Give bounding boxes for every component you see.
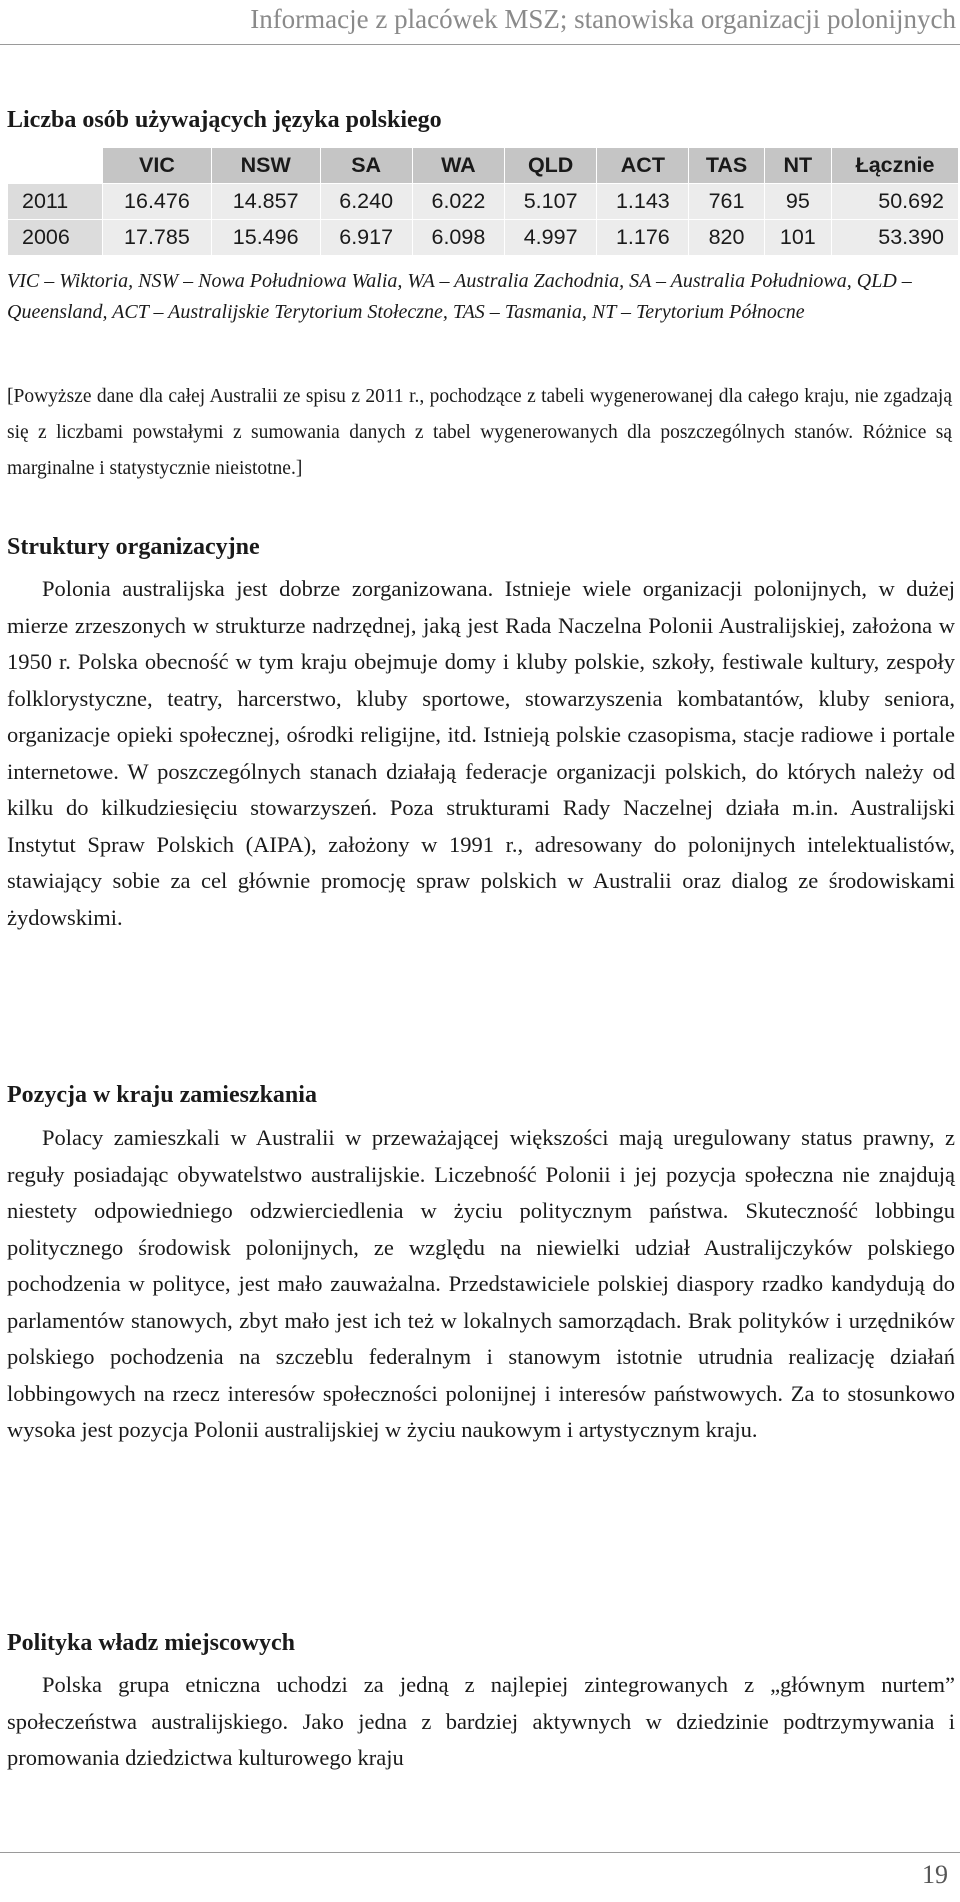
column-header: QLD — [505, 148, 597, 184]
table-row — [8, 220, 959, 256]
table-cell: 4.997 — [505, 220, 597, 256]
paragraph-polityka: Polska grupa etniczna uchodzi za jedną z najlepiej zintegrowanych z „głównym nurtem” społeczeństwa australijskiego. Jako jedna z bardziej aktywnych w dziedzinie podtrzymywania i promowania dziedzictwa kulturowego kraju — [7, 1672, 955, 1770]
section-title-pozycja: Pozycja w kraju zamieszkania — [7, 1082, 317, 1108]
section-title-liczba: Liczba osób używających języka polskiego — [7, 107, 442, 133]
table-legend: VIC – Wiktoria, NSW – Nowa Południowa Walia, WA – Australia Zachodnia, SA – Australia Południowa, QLD – Queensland, ACT – Australijskie Terytorium Stołeczne, TAS – Tasmania, NT – Terytorium Północne — [7, 270, 912, 323]
section-title-struktury: Struktury organizacyjne — [7, 534, 260, 560]
table-cell-total: 50.692 — [832, 184, 959, 220]
table-note: [Powyższe dane dla całej Australii ze spisu z 2011 r., pochodzące z tabeli wygenerowanej dla całego kraju, nie zgadzają się z liczbami powstałymi z sumowania danych z tabel wygenerowanych dla poszczególnych stanów. Różnice są marginalne i statystycznie nieistotne.] — [7, 386, 952, 479]
table-cell: 15.496 — [211, 220, 320, 256]
paragraph-pozycja: Polacy zamieszkali w Australii w przeważającej większości mają uregulowany status prawny, z reguły posiadając obywatelstwo australijskie. Liczebność Polonii i jej pozycja społeczna nie znajdują niestety odpowiedniego odzwierciedlenia w życiu politycznym państwa. Skuteczność lobbingu politycznego środowisk polonijnych, ze względu na niewielki udział Australijczyków polskiego pochodzenia w polityce, jest mało zauważalna. Przedstawiciele polskiej diaspory rzadko kandydują do parlamentów stanowych, zbyt mało jest ich też w lokalnych samorządach. Brak polityków i urzędników polskiego pochodzenia na szczeblu federalnym i stanowym istotnie utrudnia realizację działań lobbingowych na rzecz interesów społeczności polonijnej i interesów państwowych. Za to stosunkowo wysoka jest pozycja Polonii australijskiej w życiu naukowym i artystycznym kraju. — [7, 1125, 955, 1442]
table-corner-cell — [8, 148, 103, 184]
table-cell: 1.176 — [597, 220, 689, 256]
column-header: ACT — [597, 148, 689, 184]
table-cell: 17.785 — [103, 220, 212, 256]
row-year: 2006 — [8, 220, 103, 256]
table-cell: 6.917 — [320, 220, 412, 256]
table-cell: 101 — [764, 220, 831, 256]
table-cell: 6.022 — [412, 184, 504, 220]
running-header-text: Informacje z placówek MSZ; stanowiska organizacji polonijnych — [250, 4, 956, 34]
table-cell: 16.476 — [103, 184, 212, 220]
table-cell: 5.107 — [505, 184, 597, 220]
table-cell: 14.857 — [211, 184, 320, 220]
column-header: Łącznie — [832, 148, 959, 184]
column-header: TAS — [689, 148, 764, 184]
footer-rule — [0, 1852, 960, 1853]
column-header: NT — [764, 148, 831, 184]
table-cell-total: 53.390 — [832, 220, 959, 256]
running-header — [0, 0, 960, 45]
column-header: SA — [320, 148, 412, 184]
table-cell: 95 — [764, 184, 831, 220]
paragraph-struktury: Polonia australijska jest dobrze zorganizowana. Istnieje wiele organizacji polonijnych, w dużej mierze zrzeszonych w strukturze nadrzędnej, jaką jest Rada Naczelna Polonii Australijskiej, założona w 1950 r. Polska obecność w tym kraju obejmuje domy i kluby polskie, szkoły, festiwale kultury, zespoły folklorystyczne, teatry, harcerstwo, kluby sportowe, stowarzyszenia kombatantów, kluby seniora, organizacje opieki społecznej, ośrodki religijne, itd. Istnieją polskie czasopisma, stacje radiowe i portale internetowe. W poszczególnych stanach działają federacje organizacji polskich, do których należy od kilku do kilkudziesięciu stowarzyszeń. Poza strukturami Rady Naczelnej działa m.in. Australijski Instytut Spraw Polskich (AIPA), założony w 1991 r., adresowany do polonijnych intelektualistów, stawiający sobie za cel głównie promocję spraw polskich w Australii oraz dialog ze środowiskami żydowskimi. — [7, 576, 955, 930]
section-title-polityka: Polityka władz miejscowych — [7, 1630, 295, 1656]
column-header: WA — [412, 148, 504, 184]
page-number: 19 — [922, 1860, 948, 1889]
row-year: 2011 — [8, 184, 103, 220]
table-row — [8, 184, 959, 220]
table-cell: 761 — [689, 184, 764, 220]
table-cell: 6.240 — [320, 184, 412, 220]
column-header: VIC — [103, 148, 212, 184]
column-header: NSW — [211, 148, 320, 184]
table-cell: 6.098 — [412, 220, 504, 256]
table-header-row — [8, 148, 959, 184]
table-cell: 1.143 — [597, 184, 689, 220]
table-cell: 820 — [689, 220, 764, 256]
language-stats-table — [7, 147, 959, 256]
